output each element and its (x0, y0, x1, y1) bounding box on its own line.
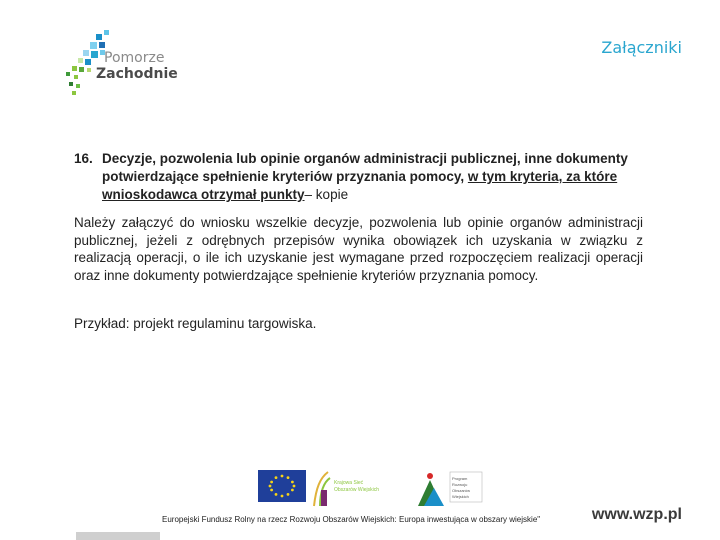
example-text: Przykład: projekt regulaminu targowiska. (74, 316, 317, 331)
svg-text:Rozwoju: Rozwoju (452, 482, 468, 487)
funding-logos (258, 466, 498, 512)
svg-text:Wiejskich: Wiejskich (452, 494, 469, 499)
leader-logo-icon (314, 472, 379, 506)
section-heading (74, 150, 654, 204)
eu-flag-icon (258, 470, 306, 502)
svg-text:Krajowa Sieć: Krajowa Sieć (334, 480, 364, 486)
footer-url[interactable]: www.wzp.pl (591, 506, 682, 523)
bottom-bar (76, 532, 160, 540)
logo-text-pomorze: Pomorze (104, 50, 165, 66)
section-heading-bold: Decyzje, pozwolenia lub opinie organów administracji publicznej, inne dokumenty potwierdzające spełnienie kryteriów przyznania pomocy, (102, 151, 628, 184)
section-heading-tail: – kopie (304, 187, 349, 202)
section-heading-underlined: w tym kryteria, za które wnioskodawca otrzymał punkty (102, 169, 618, 202)
logo-text-zachodnie: Zachodnie (96, 66, 178, 82)
svg-text:Program: Program (452, 476, 468, 481)
section-heading-text (102, 150, 654, 204)
footer-note: Europejski Fundusz Rolny na rzecz Rozwoju Obszarów Wiejskich: Europa inwestująca w obszary wiejskie" (162, 515, 541, 524)
body-paragraph: Należy załączyć do wniosku wszelkie decyzje, pozwolenia lub opinie organów administracji publicznej, jeżeli z odrębnych przepisów wynika obowiązek ich uzyskania w związku z realizacją operacji, o ile ich uzyskanie jest wymagane przed rozpoczęciem realizacji operacji oraz inne dokumenty potwierdzające spełnienie kryteriów przyznania pomocy. (74, 215, 643, 283)
svg-text:Obszarów: Obszarów (452, 488, 471, 493)
svg-text:Obszarów Wiejskich: Obszarów Wiejskich (334, 487, 380, 493)
section-number: 16. (74, 151, 93, 166)
slide-title: Załączniki (601, 38, 682, 57)
prow-logo-icon (418, 472, 482, 506)
